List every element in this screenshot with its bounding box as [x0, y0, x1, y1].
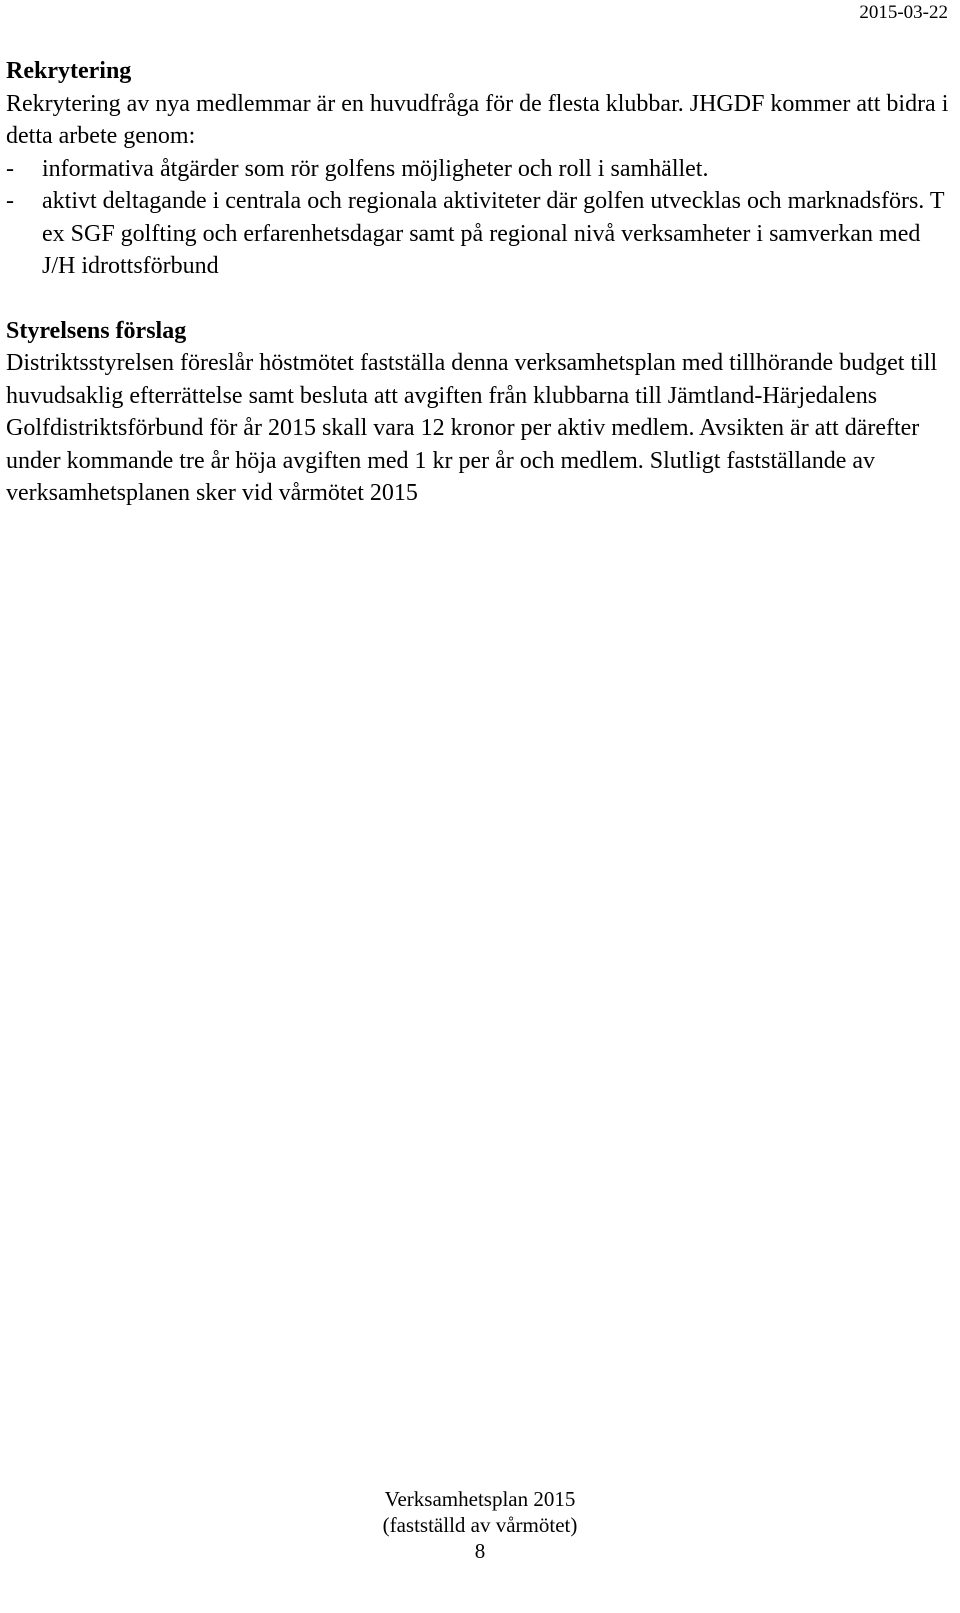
- section-spacer: [6, 283, 956, 315]
- section-rekrytering: [6, 55, 956, 283]
- rekrytering-intro: Rekrytering av nya medlemmar är en huvudfråga för de flesta klubbar. JHGDF kommer att bidra i detta arbete genom:: [6, 90, 949, 149]
- section-heading-rekrytering: Rekrytering: [6, 58, 132, 84]
- page-footer: [0, 1486, 960, 1564]
- list-item: [6, 153, 956, 186]
- document-body: [6, 55, 956, 510]
- section-heading-styrelsens-forslag: Styrelsens förslag: [6, 317, 187, 344]
- bullet-dash: -: [6, 155, 14, 182]
- footer-title: Verksamhetsplan 2015: [384, 1487, 576, 1511]
- styrelsens-forslag-body: Distriktsstyrelsen föreslår höstmötet fastställa denna verksamhetsplan med tillhörande budget till huvudsaklig efterrättelse samt besluta att avgiften från klubbarna till Jämtland-Härjedalens Golfdistriktsförbund för år 2015 skall vara 12 kronor per aktiv medlem. Avsikten är att därefter under kommande tre år höja avgiften med 1 kr per år och medlem. Slutligt fastställande av verksamhetsplanen sker vid vårmötet 2015: [6, 350, 938, 506]
- bullet-dash: -: [6, 188, 14, 214]
- list-item: [6, 185, 956, 283]
- bullet-text: aktivt deltagande i centrala och regionala aktiviteter där golfen utvecklas och marknadsförs. T ex SGF golfting och erfarenhetsdagar samt på regional nivå verksamheter i samverkan med J/H idrottsförbund: [42, 188, 945, 279]
- footer-subtitle: (fastställd av vårmötet): [382, 1513, 578, 1537]
- section-styrelsens-forslag: [6, 315, 956, 510]
- page-date: 2015-03-22: [859, 2, 948, 23]
- bullet-text: informativa åtgärder som rör golfens möjligheter och roll i samhället.: [42, 155, 709, 182]
- page-number: 8: [474, 1539, 486, 1563]
